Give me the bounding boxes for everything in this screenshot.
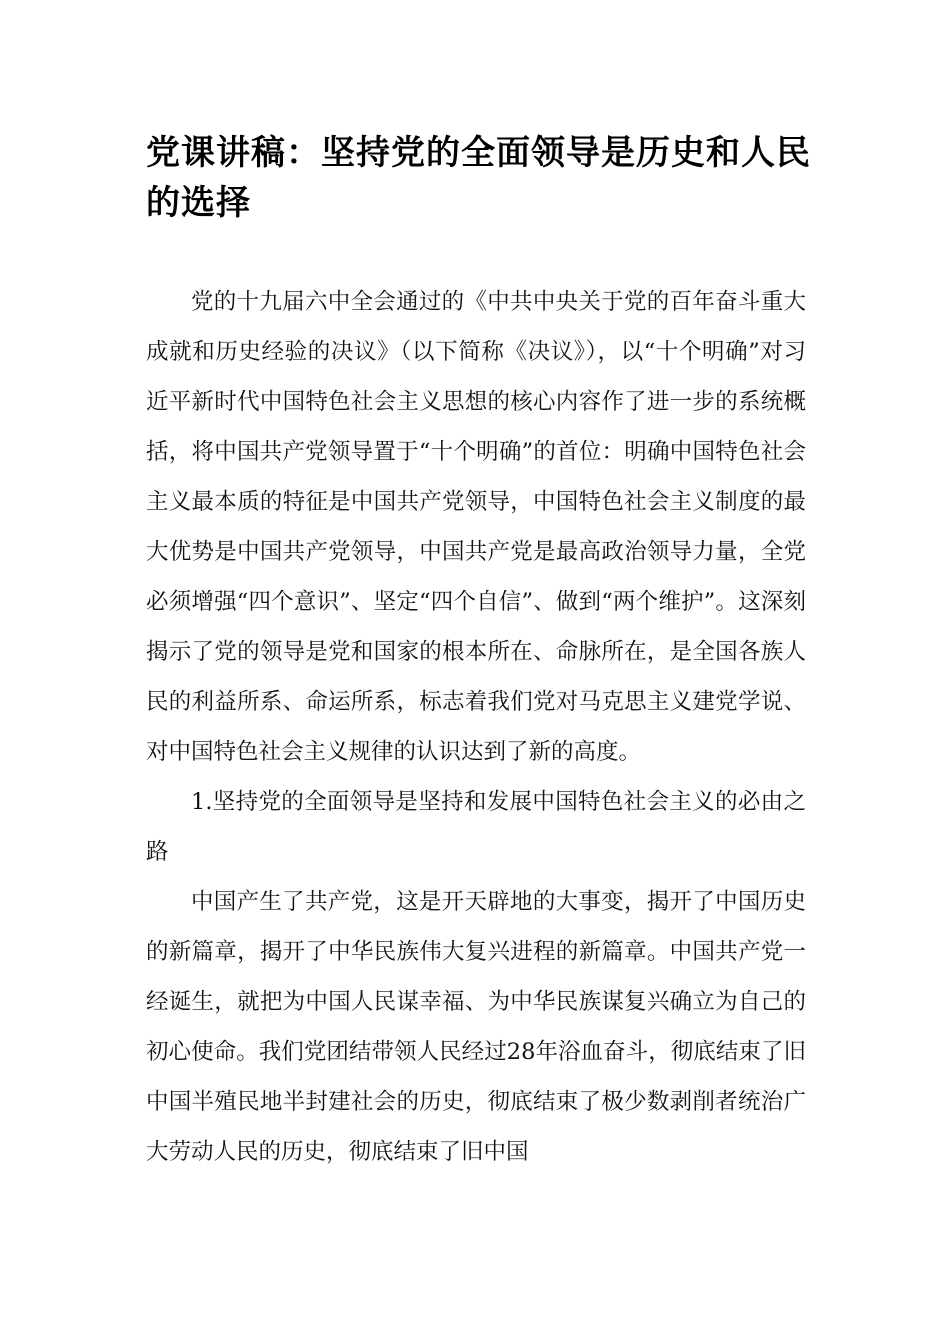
paragraph-intro: 党的十九届六中全会通过的《中共中央关于党的百年奋斗重大成就和历史经验的决议》（以下简称《决议》），以“十个明确”对习近平新时代中国特色社会主义思想的核心内容作了进一步的系统概括，将中国共产党领导置于“十个明确”的首位：明确中国特色社会主义最本质的特征是中国共产党领导，中国特色社会主义制度的最大优势是中国共产党领导，中国共产党是最高政治领导力量，全党必须增强“四个意识”、坚定“四个自信”、做到“两个维护”。这深刻揭示了党的领导是党和国家的根本所在、命脉所在，是全国各族人民的利益所系、命运所系，标志着我们党对马克思主义建党学说、对中国特色社会主义规律的认识达到了新的高度。	[146, 289, 806, 765]
document-title: 党课讲稿：坚持党的全面领导是历史和人民的选择	[146, 133, 811, 223]
section-heading-1: 1.坚持党的全面领导是坚持和发展中国特色社会主义的必由之路	[146, 789, 806, 865]
document-body	[146, 277, 806, 1177]
paragraph-section-1: 中国产生了共产党，这是开天辟地的大事变，揭开了中国历史的新篇章，揭开了中华民族伟大复兴进程的新篇章。中国共产党一经诞生，就把为中国人民谋幸福、为中华民族谋复兴确立为自己的初心使命。我们党团结带领人民经过28年浴血奋斗，彻底结束了旧中国半殖民地半封建社会的历史，彻底结束了极少数剥削者统治广大劳动人民的历史，彻底结束了旧中国	[146, 889, 806, 1165]
